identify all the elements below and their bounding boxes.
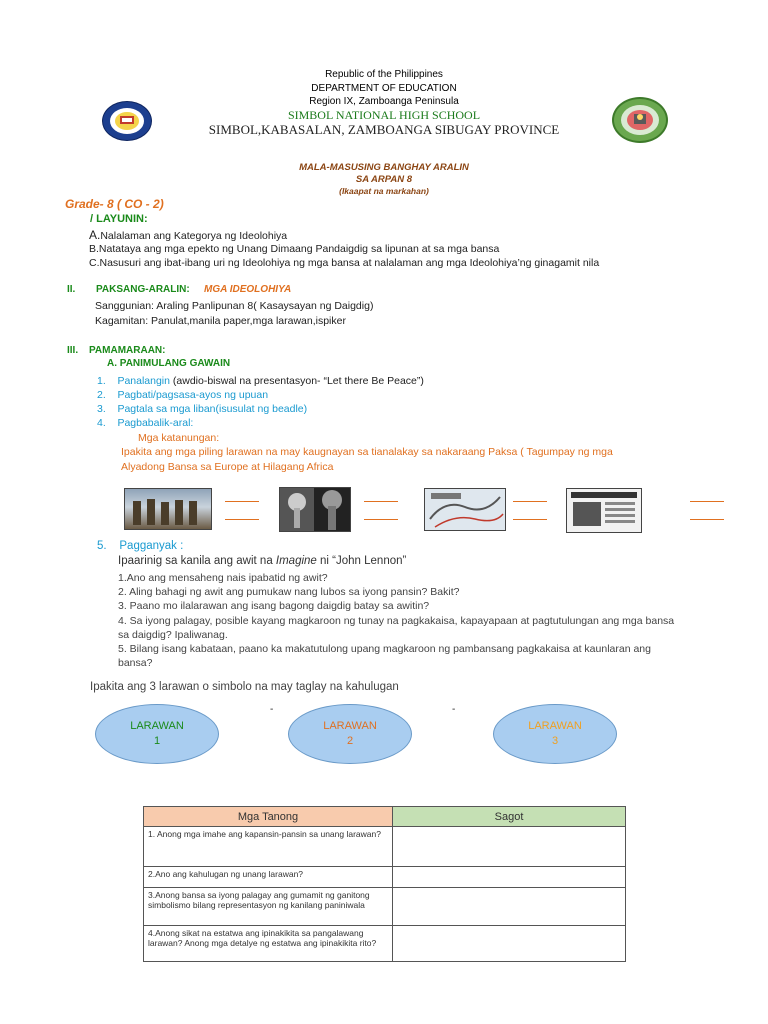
larawan-oval-1: LARAWAN 1: [95, 704, 219, 764]
paksa-number: II.: [67, 284, 76, 295]
tanong-table: [143, 806, 626, 962]
answer-blank: [690, 501, 724, 502]
answer-blank: [513, 501, 547, 502]
katanungan-text: Ipakita ang mga piling larawan na may kaugnayan sa tianalakay sa nakaraang Paksa ( Tagumpay ng mga: [121, 446, 613, 458]
header-line-3: Region IX, Zamboanga Peninsula: [309, 96, 459, 107]
step-pagbati: 2. Pagbati/pagsasa-ayos ng upuan: [97, 389, 269, 401]
question-cell: 3.Anong bansa sa iyong palagay ang gumamit ng ganitong simbolismo bilang representasyon ng kanilang paniniwala: [144, 888, 393, 926]
dash-separator: -: [270, 704, 274, 715]
layunin-item: A.Nalalaman ang Kategorya ng Ideolohiya: [89, 228, 288, 242]
province-name: SIMBOL,KABASALAN, ZAMBOANGA SIBUGAY PROVINCE: [208, 122, 560, 137]
school-logo-icon: [612, 97, 668, 143]
header-line-2: DEPARTMENT OF EDUCATION: [311, 83, 457, 94]
plan-subject: SA ARPAN 8: [355, 174, 413, 185]
table-row: [144, 926, 626, 962]
layunin-heading: / LAYUNIN:: [90, 213, 148, 225]
col-header-sagot: Sagot: [393, 807, 626, 827]
pagganyak-question: 5. Bilang isang kabataan, paano ka makatutulong upang magkaroon ng pambansang pagkakaisa at kaunlaran ang: [118, 643, 651, 655]
step-pagtala: 3. Pagtala sa mga liban(isusulat ng beadle): [97, 403, 308, 415]
col-header-tanong: Mga Tanong: [144, 807, 393, 827]
question-cell: 1. Anong mga imahe ang kapansin-pansin sa unang larawan?: [144, 827, 393, 867]
answer-blank: [364, 519, 398, 520]
larawan-oval-3: LARAWAN 3: [493, 704, 617, 764]
soldiers-photo: [124, 488, 212, 530]
answer-blank: [225, 501, 259, 502]
pamamaraan-number: III.: [67, 345, 79, 356]
answer-cell[interactable]: [393, 867, 626, 888]
pagganyak-heading: 5. Pagganyak :: [97, 540, 184, 552]
pagganyak-question: 3. Paano mo ilalarawan ang isang bagong daigdig batay sa awitin?: [118, 600, 430, 612]
pagganyak-intro: Ipaarinig sa kanila ang awit na Imagine ni “John Lennon”: [118, 555, 407, 567]
sanggunian: Sanggunian: Araling Panlipunan 8( Kasaysayan ng Daigdig): [95, 300, 374, 312]
simbolo-instruction: Ipakita ang 3 larawan o simbolo na may taglay na kahulugan: [90, 681, 399, 693]
header-line-1: Republic of the Philippines: [325, 69, 443, 80]
table-row: [144, 867, 626, 888]
answer-blank: [513, 519, 547, 520]
pagganyak-question: sa daigdig? Ipaliwanag.: [118, 629, 228, 641]
katanungan-text: Alyadong Bansa sa Europe at Hilagang Africa: [121, 461, 334, 473]
answer-blank: [690, 519, 724, 520]
pagganyak-question: 4. Sa iyong palagay, posible kayang magkaroon ng tunay na pagkakaisa, kapayapaan at pagtutulungan ang mga bansa: [118, 615, 675, 627]
paksa-label: PAKSANG-ARALIN:: [96, 284, 190, 295]
layunin-item: B.Natataya ang mga epekto ng Unang Dimaang Pandaigdig sa lipunan at sa mga bansa: [89, 243, 500, 255]
question-cell: 4.Anong sikat na estatwa ang ipinakikita sa pangalawang larawan? Anong mga detalye ng estatwa ang ipinakikita rito?: [144, 926, 393, 962]
paksa-topic: MGA IDEOLOHIYA: [204, 284, 292, 295]
newspaper-image: [566, 488, 642, 533]
grade-label: Grade- 8 ( CO - 2): [65, 197, 164, 211]
table-row: [144, 888, 626, 926]
step-panalangin: 1. Panalangin (awdio-biswal na presentasyon- “Let there Be Peace”): [97, 375, 424, 387]
pagganyak-question: 2. Aling bahagi ng awit ang pumukaw nang lubos sa iyong pansin? Bakit?: [118, 586, 460, 598]
pamamaraan-label: PAMAMARAAN:: [89, 345, 166, 356]
pagganyak-question: bansa?: [118, 657, 153, 669]
panimulang-gawain: A. PANIMULANG GAWAIN: [107, 358, 231, 369]
katanungan-label: Mga katanungan:: [138, 432, 220, 444]
step-balik-aral: 4. Pagbabalik-aral:: [97, 417, 194, 429]
plan-quarter: (Ikaapat na markahan): [339, 186, 429, 196]
map-image: [424, 488, 506, 531]
pagganyak-question: 1.Ano ang mensaheng nais ipabatid ng awit?: [118, 572, 328, 584]
answer-blank: [225, 519, 259, 520]
school-name: SIMBOL NATIONAL HIGH SCHOOL: [287, 108, 481, 122]
dash-separator: -: [452, 704, 456, 715]
answer-cell[interactable]: [393, 926, 626, 962]
answer-blank: [364, 501, 398, 502]
larawan-oval-2: LARAWAN 2: [288, 704, 412, 764]
plan-title: MALA-MASUSING BANGHAY ARALIN: [299, 162, 469, 173]
question-cell: 2.Ano ang kahulugan ng unang larawan?: [144, 867, 393, 888]
atomic-bomb-photo: [279, 487, 351, 532]
answer-cell[interactable]: [393, 827, 626, 867]
kagamitan: Kagamitan: Panulat,manila paper,mga larawan,ispiker: [95, 315, 346, 327]
layunin-item: C.Nasusuri ang ibat-ibang uri ng Ideolohiya ng mga bansa at nalalaman ang mga Ideolohiya’ng ginagamit nila: [89, 257, 600, 269]
table-row: [144, 827, 626, 867]
deped-seal-icon: [102, 101, 152, 141]
answer-cell[interactable]: [393, 888, 626, 926]
